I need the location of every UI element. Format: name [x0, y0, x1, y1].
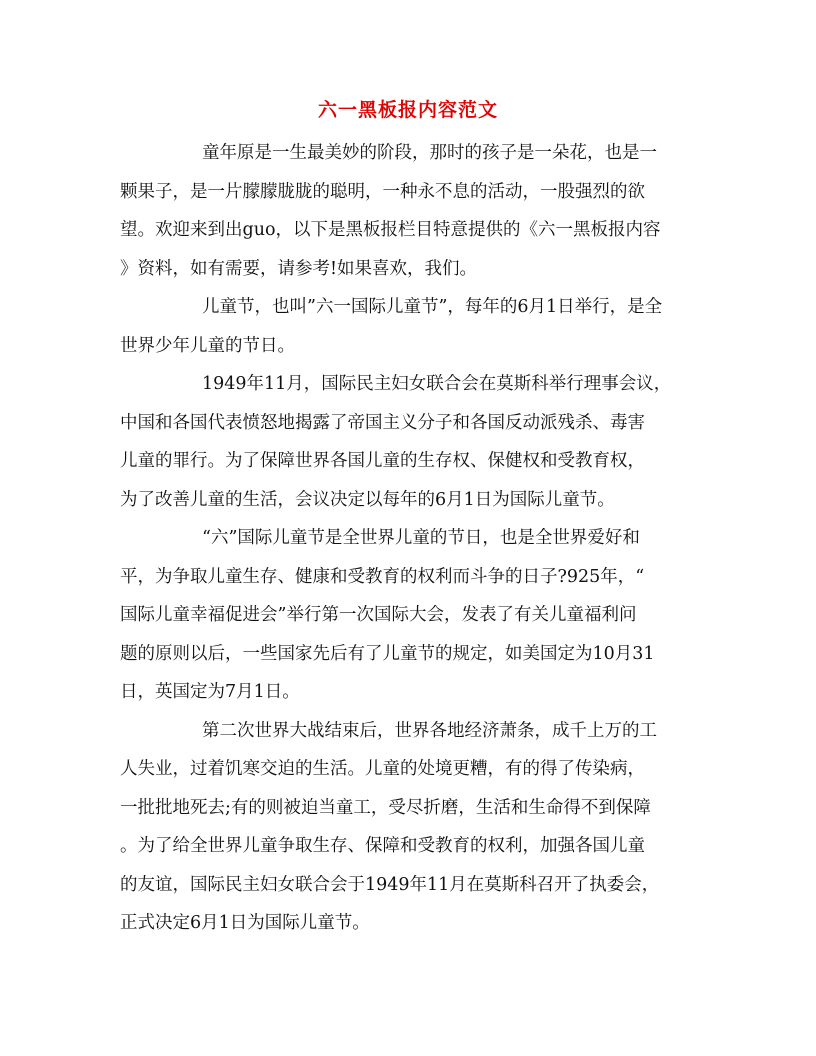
- paragraph-line: 儿童的罪行。为了保障世界各国儿童的生存权、保健权和受教育权，: [120, 451, 645, 471]
- paragraph-line: 题的原则以后，一些国家先后有了儿童节的规定，如美国定为10月31: [120, 643, 655, 664]
- paragraph-ww2: [120, 712, 700, 943]
- paragraph-line: 颗果子，是一片朦朦胧胧的聪明，一种永不息的活动，一股强烈的欲: [120, 181, 645, 202]
- paragraph-line: 中国和各国代表愤怒地揭露了帝国主义分子和各国反动派残杀、毒害: [120, 412, 645, 433]
- paragraph-line: 一批批地死去;有的则被迫当童工，受尽折磨，生活和生命得不到保障: [120, 797, 651, 818]
- document-title: 六一黑板报内容范文: [317, 99, 498, 121]
- paragraph-line: 。为了给全世界儿童争取生存、保障和受教育的权利，加强各国儿童: [120, 836, 645, 856]
- paragraph-intro: [120, 134, 700, 288]
- paragraph-line: 世界少年儿童的节日。: [120, 335, 295, 356]
- paragraph-history-1949: [120, 365, 700, 519]
- paragraph-line: 童年原是一生最美妙的阶段，那时的孩子是一朵花，也是一: [202, 143, 657, 163]
- paragraph-line: 人失业，过着饥寒交迫的生活。儿童的处境更糟，有的得了传染病，: [120, 759, 645, 779]
- paragraph-history-1925: [120, 519, 700, 712]
- paragraph-line: 国际儿童幸福促进会”举行第一次国际大会，发表了有关儿童福利问: [120, 605, 637, 625]
- document-body: [120, 134, 700, 943]
- paragraph-line: 儿童节，也叫”六一国际儿童节”，每年的6月1日举行，是全: [202, 297, 663, 317]
- paragraph-definition: [120, 288, 700, 365]
- paragraph-line: 正式决定6月1日为国际儿童节。: [120, 913, 370, 933]
- paragraph-line: 为了改善儿童的生活，会议决定以每年的6月1日为国际儿童节。: [120, 489, 615, 510]
- paragraph-line: “六”国际儿童节是全世界儿童的节日，也是全世界爱好和: [202, 528, 640, 548]
- paragraph-line: 第二次世界大战结束后，世界各地经济萧条，成千上万的工: [202, 720, 657, 741]
- paragraph-line: 》资料，如有需要，请参考!如果喜欢，我们。: [120, 258, 478, 279]
- paragraph-line: 平，为争取儿童生存、健康和受教育的权利而斗争的日子?925年，“: [120, 566, 645, 587]
- paragraph-line: 1949年11月，国际民主妇女联合会在莫斯科举行理事会议，: [202, 374, 672, 394]
- paragraph-line: 的友谊，国际民主妇女联合会于1949年11月在莫斯科召开了执委会，: [120, 874, 660, 895]
- paragraph-line: 日，英国定为7月1日。: [120, 682, 300, 702]
- paragraph-line: 望。欢迎来到出guo，以下是黑板报栏目特意提供的《六一黑板报内容: [120, 220, 661, 240]
